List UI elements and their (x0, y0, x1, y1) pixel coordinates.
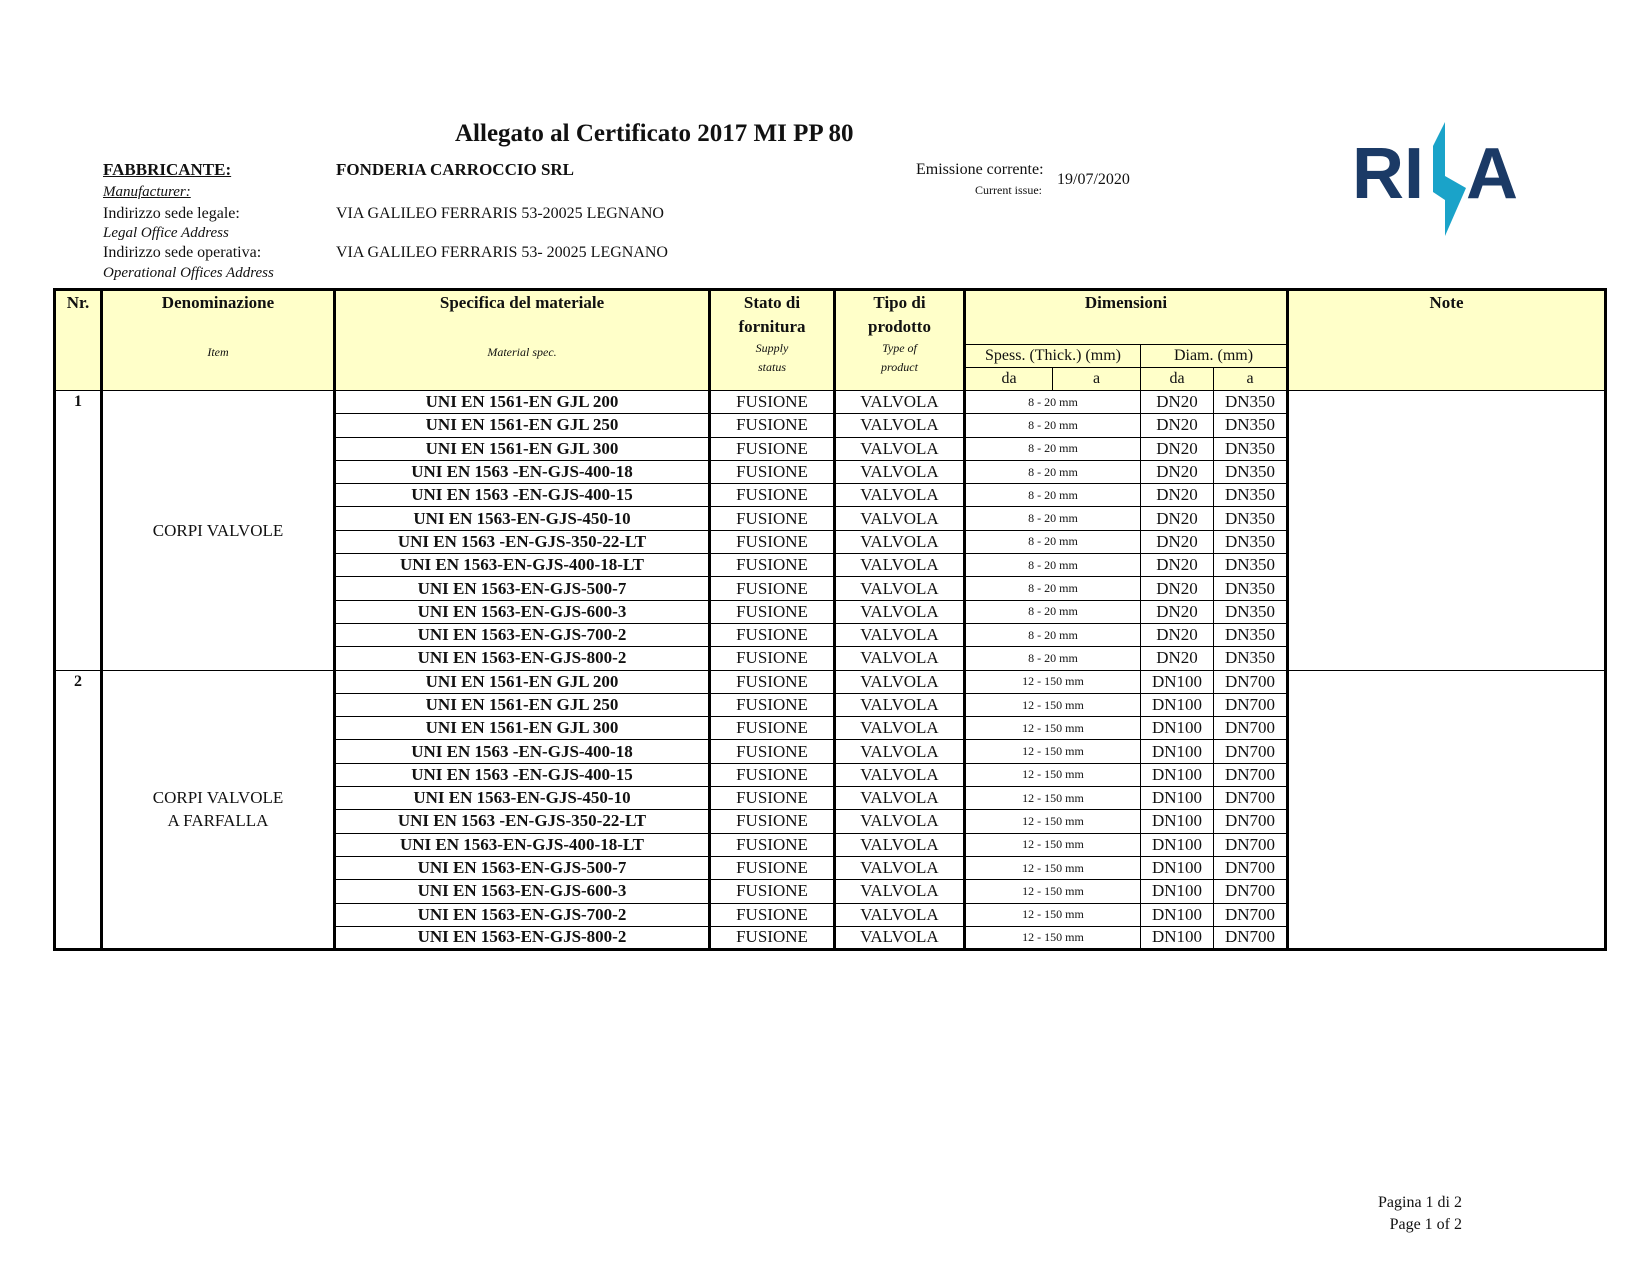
thickness-range: 8 - 20 mm (965, 554, 1141, 577)
diameter-from: DN100 (1141, 693, 1214, 716)
page-number-it: Pagina 1 di 2 (1378, 1194, 1462, 1211)
product-type: VALVOLA (835, 740, 965, 763)
logo-letter-a: A (1466, 134, 1518, 214)
note-cell (1288, 391, 1606, 671)
thickness-range: 8 - 20 mm (965, 623, 1141, 646)
diameter-from: DN20 (1141, 391, 1214, 414)
supply-status: FUSIONE (710, 414, 835, 437)
diameter-from: DN100 (1141, 763, 1214, 786)
diameter-from: DN20 (1141, 600, 1214, 623)
diameter-from: DN100 (1141, 833, 1214, 856)
supply-status: FUSIONE (710, 554, 835, 577)
product-type: VALVOLA (835, 600, 965, 623)
material-spec: UNI EN 1561-EN GJL 200 (335, 391, 710, 414)
supply-status: FUSIONE (710, 391, 835, 414)
supply-status: FUSIONE (710, 880, 835, 903)
legal-address: VIA GALILEO FERRARIS 53-20025 LEGNANO (336, 205, 664, 222)
manufacturer-name: FONDERIA CARROCCIO SRL (336, 160, 575, 179)
material-spec: UNI EN 1563-EN-GJS-500-7 (335, 577, 710, 600)
note-cell (1288, 670, 1606, 950)
diameter-to: DN700 (1214, 717, 1288, 740)
material-spec: UNI EN 1563 -EN-GJS-350-22-LT (335, 530, 710, 553)
diameter-from: DN100 (1141, 670, 1214, 693)
product-type: VALVOLA (835, 787, 965, 810)
diameter-to: DN350 (1214, 600, 1288, 623)
operational-address: VIA GALILEO FERRARIS 53- 20025 LEGNANO (336, 244, 668, 261)
thickness-range: 8 - 20 mm (965, 414, 1141, 437)
header-item: Denominazione Item (102, 290, 335, 391)
header-product-type: Tipo di prodotto Type of product (835, 290, 965, 391)
diameter-to: DN350 (1214, 437, 1288, 460)
document-title: Allegato al Certificato 2017 MI PP 80 (455, 120, 854, 147)
product-type: VALVOLA (835, 623, 965, 646)
material-spec: UNI EN 1563-EN-GJS-400-18-LT (335, 554, 710, 577)
supply-status: FUSIONE (710, 484, 835, 507)
supply-status: FUSIONE (710, 833, 835, 856)
product-type: VALVOLA (835, 460, 965, 483)
diameter-to: DN700 (1214, 880, 1288, 903)
supply-status: FUSIONE (710, 577, 835, 600)
header-supply-status: Stato di fornitura Supply status (710, 290, 835, 391)
row-number: 2 (55, 670, 102, 950)
diameter-from: DN100 (1141, 717, 1214, 740)
thickness-range: 12 - 150 mm (965, 787, 1141, 810)
thickness-range: 12 - 150 mm (965, 833, 1141, 856)
diameter-to: DN350 (1214, 484, 1288, 507)
item-name-line: CORPI VALVOLE (152, 520, 284, 540)
diameter-to: DN700 (1214, 740, 1288, 763)
product-type: VALVOLA (835, 833, 965, 856)
diameter-from: DN100 (1141, 926, 1214, 949)
diameter-from: DN20 (1141, 414, 1214, 437)
material-spec: UNI EN 1563-EN-GJS-800-2 (335, 647, 710, 670)
diameter-from: DN100 (1141, 740, 1214, 763)
material-spec: UNI EN 1561-EN GJL 250 (335, 414, 710, 437)
diameter-from: DN20 (1141, 530, 1214, 553)
product-type: VALVOLA (835, 577, 965, 600)
diameter-from: DN100 (1141, 880, 1214, 903)
material-spec: UNI EN 1563-EN-GJS-500-7 (335, 856, 710, 879)
thickness-range: 8 - 20 mm (965, 391, 1141, 414)
diameter-to: DN700 (1214, 787, 1288, 810)
legal-address-label: Indirizzo sede legale: (103, 205, 240, 222)
operational-address-label: Indirizzo sede operativa: (103, 244, 262, 261)
manufacturer-label: FABBRICANTE: (103, 160, 232, 179)
product-type: VALVOLA (835, 810, 965, 833)
supply-status: FUSIONE (710, 693, 835, 716)
supply-status: FUSIONE (710, 530, 835, 553)
diameter-to: DN700 (1214, 856, 1288, 879)
header-diameter: Diam. (mm) (1141, 345, 1288, 368)
thickness-range: 12 - 150 mm (965, 926, 1141, 949)
header-note: Note (1288, 290, 1606, 391)
table-row (55, 670, 1606, 693)
thickness-range: 12 - 150 mm (965, 670, 1141, 693)
material-spec: UNI EN 1561-EN GJL 300 (335, 437, 710, 460)
thickness-range: 12 - 150 mm (965, 740, 1141, 763)
diameter-from: DN20 (1141, 623, 1214, 646)
manufacturer-label-en: Manufacturer: (103, 184, 191, 200)
material-spec: UNI EN 1561-EN GJL 200 (335, 670, 710, 693)
thickness-range: 8 - 20 mm (965, 647, 1141, 670)
thickness-range: 12 - 150 mm (965, 717, 1141, 740)
diameter-to: DN350 (1214, 647, 1288, 670)
product-type: VALVOLA (835, 647, 965, 670)
supply-status: FUSIONE (710, 623, 835, 646)
thickness-range: 8 - 20 mm (965, 600, 1141, 623)
supply-status: FUSIONE (710, 670, 835, 693)
thickness-range: 12 - 150 mm (965, 810, 1141, 833)
diameter-to: DN700 (1214, 763, 1288, 786)
product-type: VALVOLA (835, 507, 965, 530)
diameter-from: DN100 (1141, 856, 1214, 879)
issue-date: 19/07/2020 (1057, 171, 1130, 188)
diameter-to: DN350 (1214, 554, 1288, 577)
diameter-to: DN700 (1214, 926, 1288, 949)
row-number: 1 (55, 391, 102, 671)
supply-status: FUSIONE (710, 740, 835, 763)
product-type: VALVOLA (835, 554, 965, 577)
material-spec: UNI EN 1563-EN-GJS-700-2 (335, 623, 710, 646)
diameter-from: DN20 (1141, 647, 1214, 670)
diameter-from: DN100 (1141, 903, 1214, 926)
supply-status: FUSIONE (710, 647, 835, 670)
product-type: VALVOLA (835, 670, 965, 693)
legal-address-label-en: Legal Office Address (103, 225, 229, 241)
diameter-to: DN350 (1214, 391, 1288, 414)
header-dimensions: Dimensioni (965, 290, 1288, 345)
supply-status: FUSIONE (710, 787, 835, 810)
diameter-to: DN700 (1214, 833, 1288, 856)
diameter-to: DN350 (1214, 460, 1288, 483)
thickness-range: 8 - 20 mm (965, 507, 1141, 530)
operational-address-label-en: Operational Offices Address (103, 265, 274, 281)
materials-table (53, 288, 1607, 951)
diameter-to: DN350 (1214, 623, 1288, 646)
product-type: VALVOLA (835, 693, 965, 716)
item-name (102, 670, 335, 950)
item-name-line: A FARFALLA (167, 811, 269, 831)
diameter-to: DN700 (1214, 670, 1288, 693)
page-number (1378, 1192, 1462, 1236)
thickness-range: 8 - 20 mm (965, 577, 1141, 600)
diameter-from: DN20 (1141, 484, 1214, 507)
supply-status: FUSIONE (710, 460, 835, 483)
supply-status: FUSIONE (710, 903, 835, 926)
thickness-range: 12 - 150 mm (965, 880, 1141, 903)
issue-label-en: Current issue: (975, 183, 1042, 197)
header-diameter-to: a (1214, 368, 1288, 391)
diameter-from: DN20 (1141, 507, 1214, 530)
material-spec: UNI EN 1563-EN-GJS-700-2 (335, 903, 710, 926)
header-thickness-to: a (1053, 368, 1141, 391)
product-type: VALVOLA (835, 484, 965, 507)
logo-letters-ri: RI (1352, 134, 1424, 214)
supply-status: FUSIONE (710, 810, 835, 833)
material-spec: UNI EN 1563 -EN-GJS-400-15 (335, 763, 710, 786)
thickness-range: 12 - 150 mm (965, 903, 1141, 926)
material-spec: UNI EN 1563-EN-GJS-600-3 (335, 600, 710, 623)
page-number-en: Page 1 of 2 (1389, 1216, 1462, 1233)
thickness-range: 12 - 150 mm (965, 693, 1141, 716)
product-type: VALVOLA (835, 856, 965, 879)
product-type: VALVOLA (835, 926, 965, 949)
diameter-from: DN20 (1141, 577, 1214, 600)
material-spec: UNI EN 1563 -EN-GJS-350-22-LT (335, 810, 710, 833)
header-diameter-from: da (1141, 368, 1214, 391)
supply-status: FUSIONE (710, 600, 835, 623)
material-spec: UNI EN 1563-EN-GJS-450-10 (335, 787, 710, 810)
thickness-range: 8 - 20 mm (965, 530, 1141, 553)
header-thickness-from: da (965, 368, 1053, 391)
diameter-from: DN100 (1141, 787, 1214, 810)
header-thickness: Spess. (Thick.) (mm) (965, 345, 1141, 368)
product-type: VALVOLA (835, 414, 965, 437)
product-type: VALVOLA (835, 903, 965, 926)
product-type: VALVOLA (835, 763, 965, 786)
product-type: VALVOLA (835, 437, 965, 460)
material-spec: UNI EN 1561-EN GJL 300 (335, 717, 710, 740)
supply-status: FUSIONE (710, 717, 835, 740)
diameter-to: DN700 (1214, 903, 1288, 926)
item-name-line: CORPI VALVOLE (152, 788, 284, 808)
material-spec: UNI EN 1563-EN-GJS-600-3 (335, 880, 710, 903)
material-spec: UNI EN 1563 -EN-GJS-400-18 (335, 460, 710, 483)
material-spec: UNI EN 1563 -EN-GJS-400-18 (335, 740, 710, 763)
diameter-from: DN20 (1141, 554, 1214, 577)
logo-accent-shape (1433, 122, 1466, 236)
item-name (102, 391, 335, 671)
product-type: VALVOLA (835, 717, 965, 740)
diameter-from: DN20 (1141, 437, 1214, 460)
thickness-range: 12 - 150 mm (965, 763, 1141, 786)
table-row (55, 391, 1606, 414)
supply-status: FUSIONE (710, 856, 835, 879)
diameter-to: DN350 (1214, 414, 1288, 437)
rina-logo (1350, 118, 1530, 238)
material-spec: UNI EN 1563 -EN-GJS-400-15 (335, 484, 710, 507)
supply-status: FUSIONE (710, 437, 835, 460)
product-type: VALVOLA (835, 880, 965, 903)
diameter-to: DN350 (1214, 577, 1288, 600)
header-material-spec: Specifica del materiale Material spec. (335, 290, 710, 391)
diameter-to: DN700 (1214, 693, 1288, 716)
thickness-range: 8 - 20 mm (965, 437, 1141, 460)
material-spec: UNI EN 1563-EN-GJS-400-18-LT (335, 833, 710, 856)
material-spec: UNI EN 1563-EN-GJS-800-2 (335, 926, 710, 949)
material-spec: UNI EN 1561-EN GJL 250 (335, 693, 710, 716)
diameter-to: DN700 (1214, 810, 1288, 833)
header-nr: Nr. (55, 290, 102, 391)
thickness-range: 8 - 20 mm (965, 484, 1141, 507)
material-spec: UNI EN 1563-EN-GJS-450-10 (335, 507, 710, 530)
thickness-range: 12 - 150 mm (965, 856, 1141, 879)
diameter-to: DN350 (1214, 507, 1288, 530)
supply-status: FUSIONE (710, 926, 835, 949)
diameter-from: DN20 (1141, 460, 1214, 483)
diameter-from: DN100 (1141, 810, 1214, 833)
product-type: VALVOLA (835, 391, 965, 414)
supply-status: FUSIONE (710, 507, 835, 530)
product-type: VALVOLA (835, 530, 965, 553)
thickness-range: 8 - 20 mm (965, 460, 1141, 483)
diameter-to: DN350 (1214, 530, 1288, 553)
supply-status: FUSIONE (710, 763, 835, 786)
issue-label: Emissione corrente: (916, 161, 1044, 178)
